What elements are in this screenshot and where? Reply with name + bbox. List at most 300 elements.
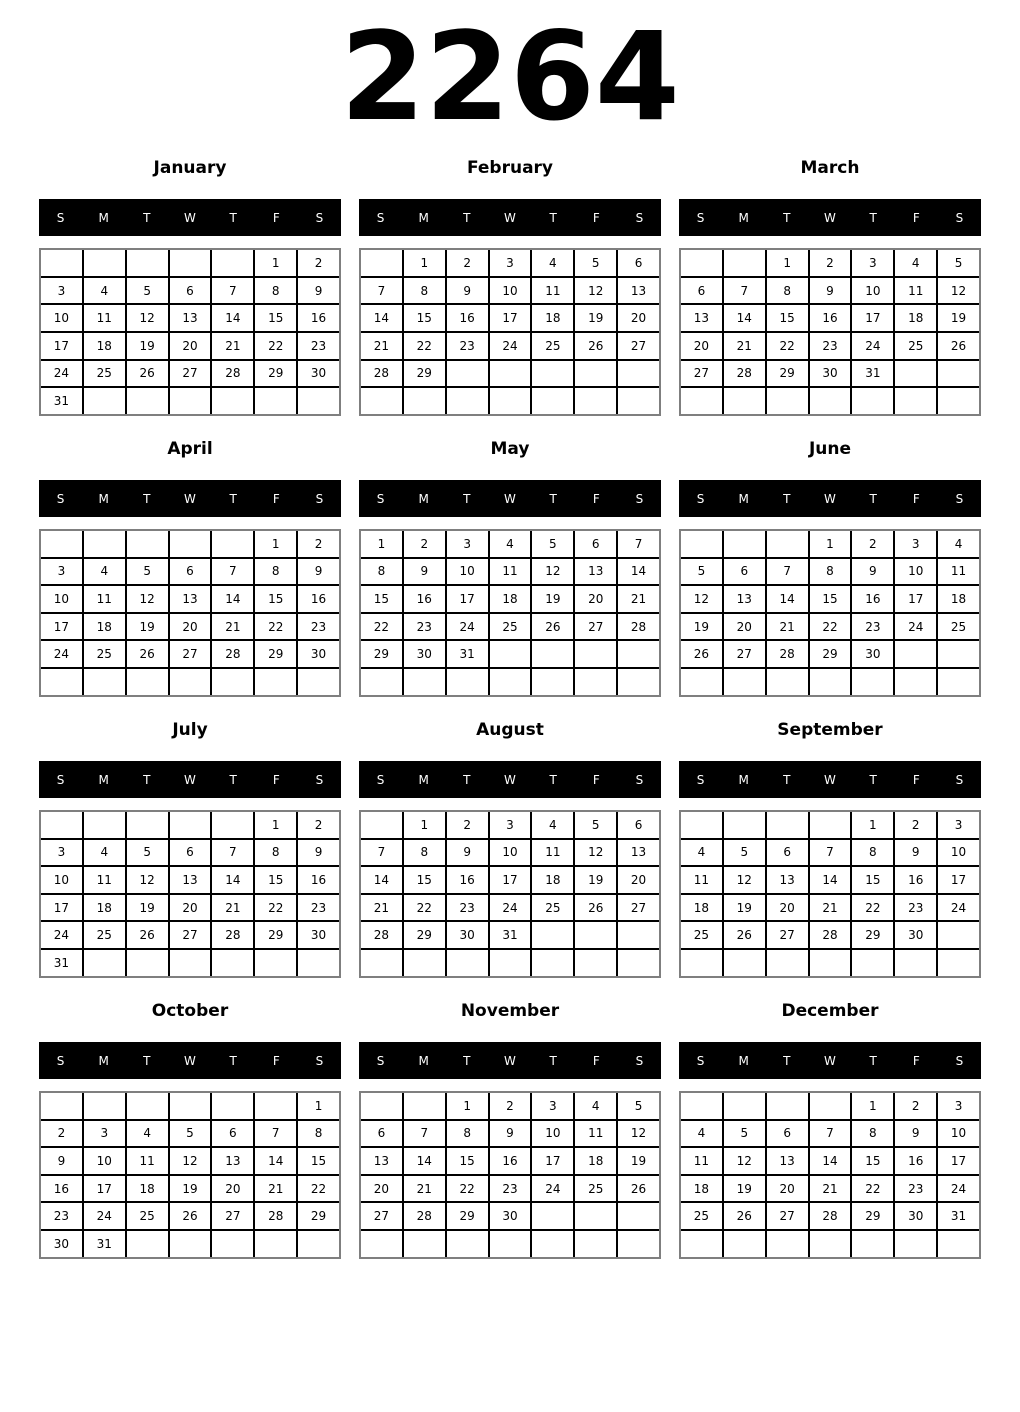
date-cell-empty: [127, 950, 168, 976]
date-cell-empty: [361, 669, 402, 695]
date-grid: [39, 1091, 341, 1259]
month-december: [679, 1001, 981, 1259]
date-cell: 6: [170, 840, 211, 866]
date-cell-empty: [724, 531, 765, 557]
month-march: [679, 158, 981, 416]
date-cell-empty: [724, 812, 765, 838]
date-cell-empty: [255, 950, 296, 976]
date-cell: 12: [681, 586, 722, 612]
date-cell: 13: [618, 278, 659, 304]
date-cell: 23: [810, 333, 851, 359]
weekday-label: T: [783, 210, 791, 225]
date-cell: 27: [724, 641, 765, 667]
date-cell-empty: [575, 388, 616, 414]
weekday-label: W: [504, 1053, 516, 1068]
date-cell-empty: [298, 950, 339, 976]
date-cell: 12: [170, 1148, 211, 1174]
weekday-label: F: [912, 1053, 920, 1068]
date-cell: 18: [532, 867, 573, 893]
date-cell-empty: [404, 1093, 445, 1119]
date-cell-empty: [810, 950, 851, 976]
date-cell-empty: [255, 669, 296, 695]
date-cell-empty: [447, 388, 488, 414]
date-cell: 5: [575, 812, 616, 838]
date-cell: 26: [532, 614, 573, 640]
date-cell-empty: [810, 669, 851, 695]
weekday-label: W: [504, 772, 516, 787]
date-cell: 15: [852, 1148, 893, 1174]
date-cell: 23: [852, 614, 893, 640]
date-cell-empty: [447, 361, 488, 387]
weekday-label: F: [912, 772, 920, 787]
date-cell: 21: [361, 333, 402, 359]
date-cell: 1: [404, 812, 445, 838]
weekday-label: F: [272, 491, 280, 506]
date-cell-empty: [681, 388, 722, 414]
date-cell: 17: [84, 1176, 125, 1202]
date-cell-empty: [681, 669, 722, 695]
date-cell: 1: [255, 531, 296, 557]
date-cell: 7: [361, 278, 402, 304]
date-cell-empty: [895, 641, 936, 667]
date-cell: 25: [681, 922, 722, 948]
date-cell: 14: [255, 1148, 296, 1174]
date-cell: 5: [170, 1121, 211, 1147]
date-cell: 31: [41, 950, 82, 976]
date-cell-empty: [938, 669, 979, 695]
date-cell: 27: [212, 1203, 253, 1229]
weekday-label: S: [635, 1053, 644, 1068]
date-cell: 14: [361, 305, 402, 331]
date-cell: 4: [532, 250, 573, 276]
weekday-header-row: [39, 761, 341, 798]
date-cell: 26: [724, 922, 765, 948]
weekday-label: T: [549, 491, 557, 506]
date-cell: 20: [170, 614, 211, 640]
date-cell: 7: [810, 840, 851, 866]
date-cell-empty: [447, 1231, 488, 1257]
date-cell: 21: [255, 1176, 296, 1202]
date-cell: 16: [41, 1176, 82, 1202]
date-cell: 10: [852, 278, 893, 304]
date-grid: [679, 1091, 981, 1259]
date-cell: 12: [724, 867, 765, 893]
date-cell: 19: [618, 1148, 659, 1174]
weekday-label: F: [592, 772, 600, 787]
date-cell: 10: [41, 586, 82, 612]
date-cell-empty: [938, 950, 979, 976]
date-cell-empty: [532, 1203, 573, 1229]
date-cell: 27: [767, 1203, 808, 1229]
weekday-label: F: [272, 210, 280, 225]
date-cell: 15: [767, 305, 808, 331]
date-cell: 4: [575, 1093, 616, 1119]
date-cell: 12: [938, 278, 979, 304]
date-cell: 2: [298, 250, 339, 276]
date-cell: 21: [404, 1176, 445, 1202]
weekday-header-row: [679, 480, 981, 517]
date-cell: 11: [938, 559, 979, 585]
weekday-label: S: [955, 1053, 964, 1068]
date-cell: 20: [170, 333, 211, 359]
date-cell: 10: [490, 840, 531, 866]
date-cell-empty: [212, 1231, 253, 1257]
weekday-label: S: [635, 210, 644, 225]
date-cell: 30: [298, 361, 339, 387]
date-cell: 6: [212, 1121, 253, 1147]
weekday-label: S: [635, 772, 644, 787]
date-cell: 25: [84, 922, 125, 948]
date-cell: 28: [212, 361, 253, 387]
date-cell: 3: [938, 1093, 979, 1119]
date-cell: 9: [298, 840, 339, 866]
date-cell-empty: [618, 1231, 659, 1257]
weekday-label: S: [315, 1053, 324, 1068]
date-cell: 5: [575, 250, 616, 276]
date-cell: 2: [895, 812, 936, 838]
weekday-label: W: [184, 1053, 196, 1068]
date-cell: 29: [852, 1203, 893, 1229]
date-cell: 8: [767, 278, 808, 304]
date-cell: 28: [212, 922, 253, 948]
date-cell: 17: [447, 586, 488, 612]
date-cell: 23: [404, 614, 445, 640]
weekday-label: S: [955, 491, 964, 506]
date-cell-empty: [724, 388, 765, 414]
date-cell-empty: [361, 1231, 402, 1257]
date-cell: 26: [575, 333, 616, 359]
date-cell: 20: [767, 1176, 808, 1202]
date-cell-empty: [212, 531, 253, 557]
date-cell-empty: [170, 950, 211, 976]
date-cell: 18: [895, 305, 936, 331]
date-cell: 14: [810, 1148, 851, 1174]
date-cell: 22: [255, 614, 296, 640]
date-cell: 23: [298, 333, 339, 359]
date-cell-empty: [575, 641, 616, 667]
date-cell: 27: [170, 361, 211, 387]
date-cell: 23: [490, 1176, 531, 1202]
date-cell: 19: [127, 333, 168, 359]
date-cell: 12: [724, 1148, 765, 1174]
date-cell: 15: [361, 586, 402, 612]
month-title: January: [153, 157, 227, 178]
date-cell-empty: [938, 922, 979, 948]
month-april: [39, 439, 341, 697]
weekday-label: W: [504, 491, 516, 506]
weekday-label: T: [463, 1053, 471, 1068]
date-cell-empty: [938, 1231, 979, 1257]
date-cell: 28: [255, 1203, 296, 1229]
date-cell-empty: [84, 950, 125, 976]
date-cell: 5: [127, 840, 168, 866]
date-cell: 17: [938, 1148, 979, 1174]
date-cell: 28: [810, 1203, 851, 1229]
date-cell-empty: [938, 361, 979, 387]
date-cell: 29: [767, 361, 808, 387]
date-cell: 21: [212, 333, 253, 359]
date-cell-empty: [447, 950, 488, 976]
date-cell: 22: [852, 895, 893, 921]
weekday-label: T: [229, 210, 237, 225]
date-cell-empty: [681, 250, 722, 276]
date-cell: 13: [361, 1148, 402, 1174]
date-cell: 3: [447, 531, 488, 557]
date-cell-empty: [127, 1231, 168, 1257]
date-cell: 24: [852, 333, 893, 359]
date-cell: 16: [895, 1148, 936, 1174]
weekday-label: S: [696, 1053, 705, 1068]
month-february: [359, 158, 661, 416]
weekday-label: T: [783, 772, 791, 787]
date-cell: 23: [895, 895, 936, 921]
date-cell: 20: [618, 305, 659, 331]
date-cell: 8: [298, 1121, 339, 1147]
date-cell: 25: [895, 333, 936, 359]
date-cell: 4: [681, 840, 722, 866]
date-cell-empty: [298, 388, 339, 414]
date-cell: 1: [255, 250, 296, 276]
date-cell: 14: [404, 1148, 445, 1174]
month-title: August: [476, 719, 544, 740]
date-cell-empty: [212, 812, 253, 838]
date-cell: 7: [361, 840, 402, 866]
date-cell-empty: [212, 250, 253, 276]
date-cell-empty: [575, 1231, 616, 1257]
date-cell: 24: [490, 333, 531, 359]
date-cell: 28: [361, 361, 402, 387]
month-august: [359, 720, 661, 978]
date-cell: 1: [447, 1093, 488, 1119]
date-cell: 16: [298, 586, 339, 612]
date-cell: 11: [681, 1148, 722, 1174]
date-cell: 8: [810, 559, 851, 585]
date-cell: 29: [298, 1203, 339, 1229]
weekday-label: S: [376, 772, 385, 787]
date-cell: 11: [84, 305, 125, 331]
date-cell: 2: [852, 531, 893, 557]
date-cell: 13: [170, 586, 211, 612]
date-grid: [39, 248, 341, 416]
date-cell-empty: [724, 250, 765, 276]
date-cell-empty: [681, 812, 722, 838]
date-cell: 25: [938, 614, 979, 640]
date-cell: 11: [127, 1148, 168, 1174]
date-cell: 16: [298, 305, 339, 331]
weekday-label: W: [184, 491, 196, 506]
date-cell: 13: [767, 867, 808, 893]
weekday-label: F: [592, 491, 600, 506]
weekday-label: S: [955, 210, 964, 225]
date-cell: 30: [895, 1203, 936, 1229]
date-cell: 8: [404, 278, 445, 304]
weekday-label: T: [549, 1053, 557, 1068]
date-cell: 26: [618, 1176, 659, 1202]
weekday-label: T: [143, 772, 151, 787]
date-cell: 30: [895, 922, 936, 948]
date-cell: 18: [84, 895, 125, 921]
date-cell: 10: [895, 559, 936, 585]
date-cell-empty: [298, 669, 339, 695]
date-cell-empty: [255, 1093, 296, 1119]
date-cell-empty: [767, 812, 808, 838]
date-cell: 22: [852, 1176, 893, 1202]
date-cell-empty: [618, 922, 659, 948]
date-cell: 26: [724, 1203, 765, 1229]
date-cell: 4: [84, 840, 125, 866]
date-cell: 6: [767, 840, 808, 866]
date-cell: 6: [724, 559, 765, 585]
month-title: September: [777, 719, 883, 740]
date-cell: 30: [490, 1203, 531, 1229]
month-title: July: [172, 719, 208, 740]
date-cell: 9: [852, 559, 893, 585]
date-cell: 14: [618, 559, 659, 585]
date-cell: 5: [127, 559, 168, 585]
date-cell-empty: [724, 950, 765, 976]
date-cell: 3: [41, 840, 82, 866]
weekday-label: T: [229, 772, 237, 787]
month-title: June: [808, 438, 852, 459]
date-cell: 23: [41, 1203, 82, 1229]
date-cell-empty: [575, 669, 616, 695]
weekday-label: S: [56, 210, 65, 225]
date-cell: 26: [938, 333, 979, 359]
date-cell: 31: [447, 641, 488, 667]
date-cell: 2: [447, 250, 488, 276]
date-cell: 2: [447, 812, 488, 838]
month-may: [359, 439, 661, 697]
date-cell: 24: [447, 614, 488, 640]
date-cell: 13: [575, 559, 616, 585]
date-cell: 31: [938, 1203, 979, 1229]
date-cell: 5: [938, 250, 979, 276]
date-cell: 2: [810, 250, 851, 276]
date-cell-empty: [532, 1231, 573, 1257]
date-cell: 14: [212, 867, 253, 893]
date-cell: 7: [404, 1121, 445, 1147]
date-cell: 29: [255, 361, 296, 387]
weekday-label: M: [738, 1053, 749, 1068]
date-cell: 22: [810, 614, 851, 640]
date-cell: 18: [490, 586, 531, 612]
date-cell: 22: [404, 333, 445, 359]
date-cell-empty: [41, 812, 82, 838]
date-cell-empty: [575, 950, 616, 976]
date-cell: 13: [170, 867, 211, 893]
date-cell: 22: [767, 333, 808, 359]
weekday-label: W: [824, 491, 836, 506]
date-cell-empty: [404, 950, 445, 976]
date-cell-empty: [212, 388, 253, 414]
date-cell: 7: [212, 559, 253, 585]
date-cell: 29: [255, 641, 296, 667]
date-cell: 21: [618, 586, 659, 612]
date-cell-empty: [575, 1203, 616, 1229]
date-cell-empty: [84, 669, 125, 695]
weekday-label: M: [418, 1053, 429, 1068]
date-grid: [359, 810, 661, 978]
date-cell: 10: [938, 840, 979, 866]
date-cell: 9: [404, 559, 445, 585]
weekday-label: F: [592, 1053, 600, 1068]
date-cell: 6: [681, 278, 722, 304]
date-cell: 28: [404, 1203, 445, 1229]
date-cell: 10: [447, 559, 488, 585]
weekday-label: M: [738, 772, 749, 787]
date-cell: 6: [361, 1121, 402, 1147]
date-cell-empty: [127, 669, 168, 695]
date-cell: 30: [852, 641, 893, 667]
date-cell: 14: [212, 586, 253, 612]
date-cell: 28: [361, 922, 402, 948]
date-cell: 16: [490, 1148, 531, 1174]
date-cell-empty: [127, 812, 168, 838]
weekday-label: M: [98, 210, 109, 225]
weekday-label: S: [696, 210, 705, 225]
date-cell-empty: [895, 388, 936, 414]
date-cell: 26: [575, 895, 616, 921]
weekday-label: S: [315, 491, 324, 506]
date-cell: 22: [255, 895, 296, 921]
date-cell: 6: [170, 559, 211, 585]
date-cell-empty: [810, 812, 851, 838]
date-cell: 16: [810, 305, 851, 331]
date-cell: 7: [810, 1121, 851, 1147]
date-cell-empty: [681, 531, 722, 557]
date-cell: 18: [84, 614, 125, 640]
weekday-label: S: [56, 1053, 65, 1068]
date-cell: 14: [767, 586, 808, 612]
date-grid: [359, 1091, 661, 1259]
date-cell-empty: [575, 361, 616, 387]
date-cell: 9: [298, 278, 339, 304]
date-cell-empty: [361, 950, 402, 976]
date-cell: 16: [447, 305, 488, 331]
date-cell: 6: [767, 1121, 808, 1147]
date-cell: 3: [84, 1121, 125, 1147]
date-cell: 17: [490, 867, 531, 893]
date-cell: 24: [41, 641, 82, 667]
date-cell: 29: [404, 922, 445, 948]
date-cell: 2: [298, 812, 339, 838]
date-cell: 16: [447, 867, 488, 893]
date-cell-empty: [724, 1231, 765, 1257]
date-cell: 28: [724, 361, 765, 387]
date-cell-empty: [41, 1093, 82, 1119]
date-cell: 31: [84, 1231, 125, 1257]
date-cell: 23: [447, 895, 488, 921]
date-cell: 28: [767, 641, 808, 667]
date-cell: 22: [255, 333, 296, 359]
date-cell: 27: [170, 641, 211, 667]
date-cell: 26: [127, 641, 168, 667]
date-cell-empty: [127, 250, 168, 276]
date-cell: 27: [767, 922, 808, 948]
date-cell: 15: [447, 1148, 488, 1174]
date-cell: 22: [361, 614, 402, 640]
date-cell-empty: [724, 1093, 765, 1119]
weekday-header-row: [359, 480, 661, 517]
date-cell-empty: [127, 1093, 168, 1119]
date-grid: [679, 810, 981, 978]
date-cell: 8: [404, 840, 445, 866]
date-cell: 13: [767, 1148, 808, 1174]
date-cell: 3: [41, 278, 82, 304]
date-cell: 11: [532, 840, 573, 866]
date-cell: 16: [298, 867, 339, 893]
date-cell: 12: [127, 867, 168, 893]
